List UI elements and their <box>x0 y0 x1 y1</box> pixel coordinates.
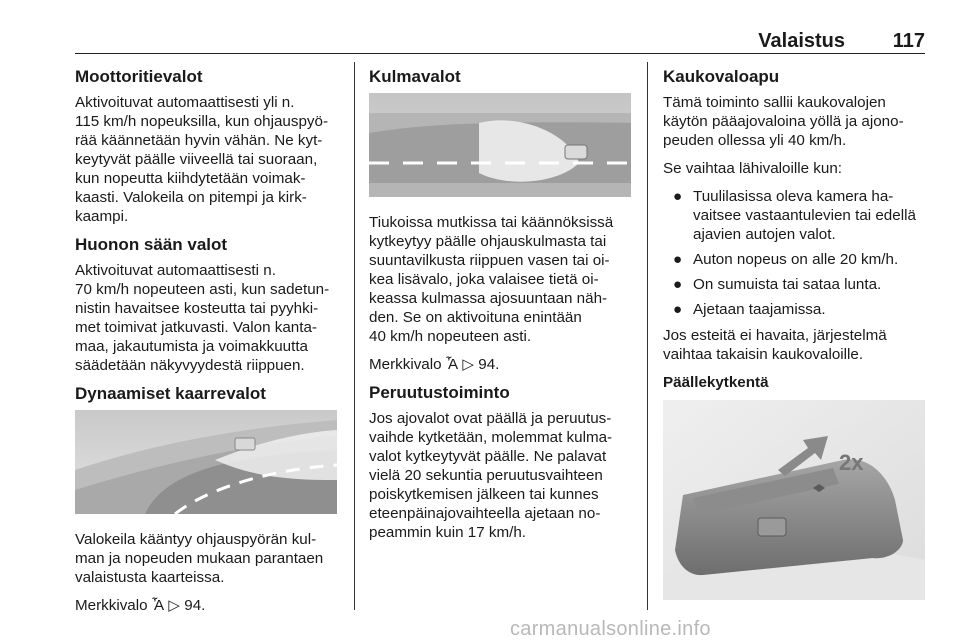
header-rule <box>75 53 925 54</box>
heading-huonon-saan-valot: Huonon sään valot <box>75 235 228 254</box>
paragraph-switch-condition: Se vaihtaa lähivaloille kun: <box>663 160 842 177</box>
paragraph-dynaamiset-kaarrevalot: Valokeila kääntyy ohjauspyörän kul- man ja nopeuden mukaan parantaen valaistusta kaarteissa. <box>75 531 324 586</box>
reference-indicator: Merkkivalo Ἆ ▷ 94. <box>75 597 206 614</box>
bullet-icon: ● <box>673 301 683 318</box>
column-2 <box>369 62 633 551</box>
column-1 <box>75 62 345 624</box>
figure-label: 2x <box>839 450 864 475</box>
heading-paallekytkenta: Päällekytkentä <box>663 374 769 391</box>
paragraph-moottoritievalot: Aktivoituvat automaattisesti yli n. 115 km/h nopeuksilla, kun ohjauspyö- rää käännetään hyvin vähän. Ne kyt- keytyvät päälle viiveellä tai suoraan, kun nopeutta kiihdytetään voimak- kaasti. Valokeila on pitempi ja kirk- kaampi. <box>75 94 328 225</box>
column-divider-1 <box>354 62 355 610</box>
paragraph-huonon-saan-valot: Aktivoituvat automaattisesti n. 70 km/h nopeuteen asti, kun sadetun- nistin havaitsee kosteutta tai pyyhki- met toimivat jatkuvasti. Valon kanta- maa, jakautumista ja voimakkuutta säädetään näkyvyydestä riippuen. <box>75 262 330 374</box>
heading-peruutustoiminto: Peruutustoiminto <box>369 383 510 402</box>
list-item: ● Tuulilasissa oleva kamera ha- vaitsee vastaantulevien tai edellä ajavien autojen valot. <box>673 188 916 243</box>
list-item: ● Ajetaan taajamissa. <box>673 301 826 318</box>
heading-kulmavalot: Kulmavalot <box>369 67 461 86</box>
condition-list <box>663 187 929 319</box>
column-divider-2 <box>647 62 648 610</box>
heading-dynaamiset-kaarrevalot: Dynaamiset kaarrevalot <box>75 384 266 403</box>
page-header <box>75 30 925 52</box>
paragraph-peruutustoiminto: Jos ajovalot ovat päällä ja peruutus- vaihde kytketään, molemmat kulma- valot kytkeytyvät päälle. Ne palavat vielä 20 sekuntia peruutusvaihteen poiskytkemisen jälkeen tai kunnes eteenpäinajovaihteella ajetaan no- peammin kuin 17 km/h. <box>369 410 613 541</box>
heading-kaukovaloapu: Kaukovaloapu <box>663 67 780 86</box>
page-number: 117 <box>892 30 925 52</box>
heading-moottoritievalot: Moottoritievalot <box>75 67 203 86</box>
paragraph-switch-back: Jos esteitä ei havaita, järjestelmä vaihtaa takaisin kaukovaloille. <box>663 327 887 363</box>
bullet-icon: ● <box>673 188 683 205</box>
paragraph-kaukovaloapu-intro: Tämä toiminto sallii kaukovalojen käytön pääajovaloina yöllä ja ajono- peuden ollessa yli 40 km/h. <box>663 94 904 149</box>
cornering-light-illustration <box>369 93 631 197</box>
curve-light-illustration <box>75 410 337 514</box>
list-item: ● On sumuista tai sataa lunta. <box>673 276 882 293</box>
list-item: ● Auton nopeus on alle 20 km/h. <box>673 251 899 268</box>
bullet-icon: ● <box>673 251 683 268</box>
column-3 <box>663 62 929 600</box>
stalk-switch-illustration <box>663 400 925 600</box>
section-title: Valaistus <box>758 30 845 52</box>
paragraph-kulmavalot: Tiukoissa mutkissa tai käännöksissä kytkeytyy päälle ohjauskulmasta tai suuntavilkusta riippuen vasen tai oi- kea lisävalo, joka valaisee tietä oi- keassa kulmassa ajosuuntaan näh- den. Se on aktivoituna enintään 40 km/h nopeuteen asti. <box>369 214 614 345</box>
reference-indicator: Merkkivalo Ἆ ▷ 94. <box>369 356 500 373</box>
watermark: carmanualsonline.info <box>510 618 711 640</box>
bullet-icon: ● <box>673 276 683 293</box>
